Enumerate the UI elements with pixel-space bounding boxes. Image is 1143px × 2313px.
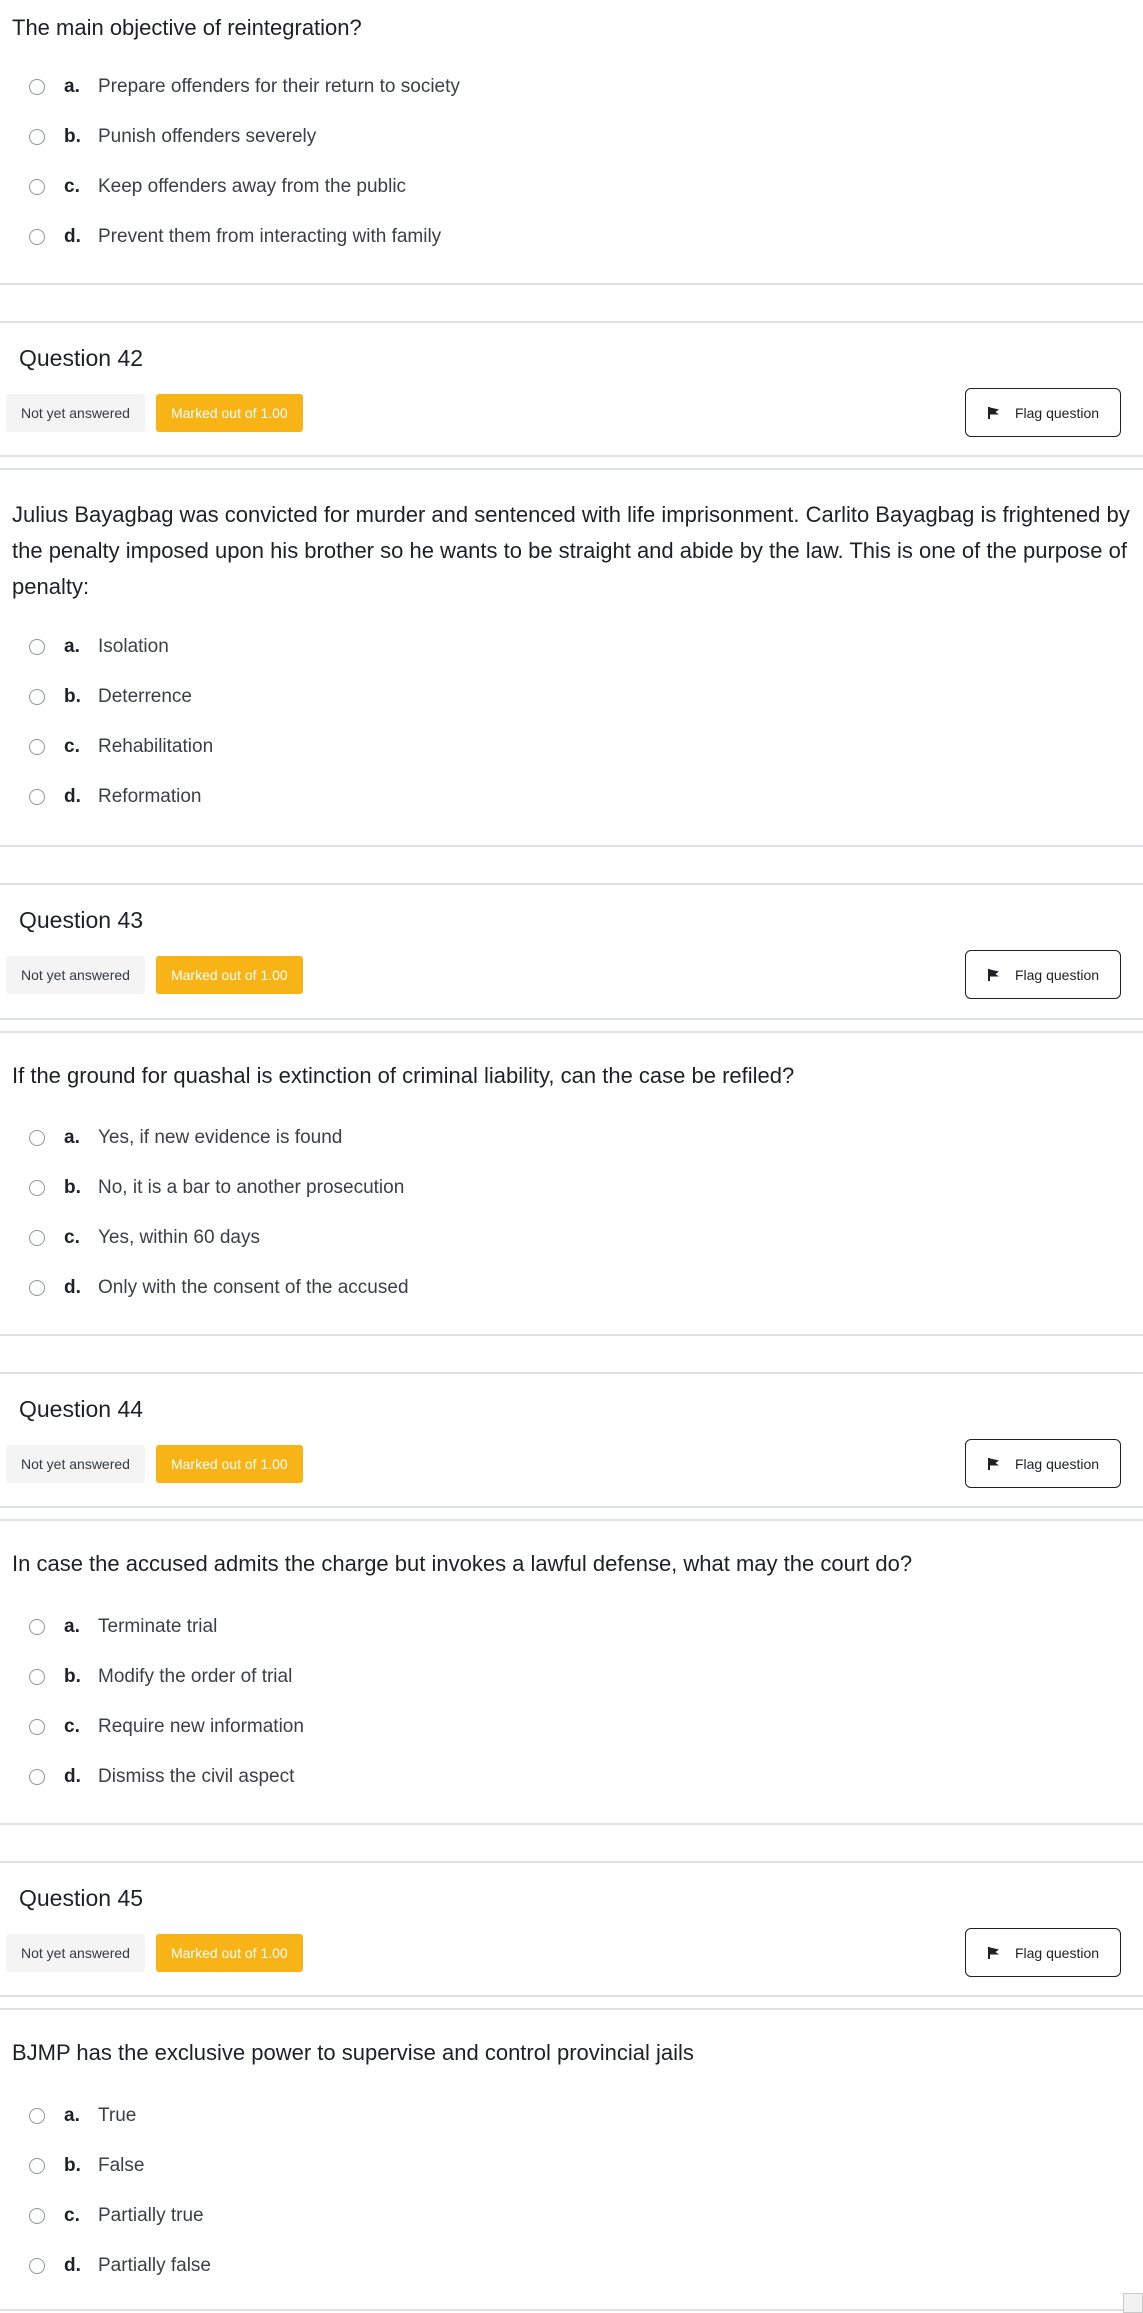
radio-button[interactable] — [29, 1280, 45, 1296]
flag-icon — [987, 968, 1001, 982]
question-text: If the ground for quashal is extinction of criminal liability, can the case be refiled? — [12, 1063, 795, 1088]
radio-button[interactable] — [29, 2108, 45, 2124]
answer-option-a[interactable]: a. Prepare offenders for their return to society — [0, 62, 1143, 112]
radio-button[interactable] — [29, 1669, 45, 1685]
radio-button[interactable] — [29, 129, 45, 145]
radio-button[interactable] — [29, 1619, 45, 1635]
answer-option-c[interactable]: c. Require new information — [0, 1702, 1143, 1752]
answer-option-c[interactable]: c. Rehabilitation — [0, 722, 1143, 772]
answer-option-a[interactable]: a. Isolation — [0, 622, 1143, 672]
radio-button[interactable] — [29, 689, 45, 705]
separator — [0, 845, 1143, 847]
answer-option-d[interactable]: d. Only with the consent of the accused — [0, 1263, 1143, 1313]
grade-badge: Marked out of 1.00 — [156, 394, 303, 432]
separator — [0, 883, 1143, 885]
radio-button[interactable] — [29, 1769, 45, 1785]
radio-button[interactable] — [29, 1230, 45, 1246]
flag-question-button[interactable]: Flag question — [965, 1439, 1121, 1488]
separator — [0, 2008, 1143, 2010]
grade-badge: Marked out of 1.00 — [156, 1934, 303, 1972]
answer-option-a[interactable]: a. Terminate trial — [0, 1602, 1143, 1652]
separator — [0, 1519, 1143, 1521]
separator — [0, 321, 1143, 323]
radio-button[interactable] — [29, 1719, 45, 1735]
flag-question-button[interactable]: Flag question — [965, 1928, 1121, 1977]
separator — [0, 468, 1143, 470]
flag-icon — [987, 1457, 1001, 1471]
broken-image-icon — [1123, 2293, 1143, 2313]
flag-question-button[interactable]: Flag question — [965, 950, 1121, 999]
answer-list — [0, 622, 1143, 822]
answer-option-d[interactable]: d. Reformation — [0, 772, 1143, 822]
answer-option-b[interactable]: b. False — [0, 2141, 1143, 2191]
radio-button[interactable] — [29, 639, 45, 655]
question-45-content — [0, 2035, 1143, 2291]
answer-list — [0, 1113, 1143, 1313]
question-42-info — [0, 345, 1143, 432]
question-44-info — [0, 1396, 1143, 1483]
question-status-row — [0, 1445, 1143, 1483]
question-text: Julius Bayagbag was convicted for murder and sentenced with life imprisonment. Carlito Bayagbag is frightened by the penalty imposed upon his brother so he wants to be straight and abide by the law. This is one of the purpose of penalty: — [12, 502, 1130, 599]
answer-option-c[interactable]: c. Keep offenders away from the public — [0, 162, 1143, 212]
answer-option-c[interactable]: c. Yes, within 60 days — [0, 1213, 1143, 1263]
answer-option-b[interactable]: b. Punish offenders severely — [0, 112, 1143, 162]
question-text: BJMP has the exclusive power to supervise and control provincial jails — [12, 2040, 694, 2065]
state-badge: Not yet answered — [6, 1445, 145, 1483]
grade-badge: Marked out of 1.00 — [156, 1445, 303, 1483]
separator — [0, 1861, 1143, 1863]
question-43-content — [0, 1058, 1143, 1313]
radio-button[interactable] — [29, 2258, 45, 2274]
question-41-content — [0, 10, 1143, 262]
flag-question-button[interactable]: Flag question — [965, 388, 1121, 437]
question-43-info — [0, 907, 1143, 994]
question-number: Question 43 — [19, 907, 144, 933]
answer-option-b[interactable]: b. Deterrence — [0, 672, 1143, 722]
question-status-row — [0, 956, 1143, 994]
question-44-content — [0, 1546, 1143, 1802]
separator — [0, 283, 1143, 285]
answer-list — [0, 2091, 1143, 2291]
radio-button[interactable] — [29, 1130, 45, 1146]
separator — [0, 1823, 1143, 1825]
state-badge: Not yet answered — [6, 956, 145, 994]
answer-option-a[interactable]: a. True — [0, 2091, 1143, 2141]
separator — [0, 1995, 1143, 1997]
answer-option-d[interactable]: d. Dismiss the civil aspect — [0, 1752, 1143, 1802]
radio-button[interactable] — [29, 2158, 45, 2174]
question-number: Question 44 — [19, 1396, 144, 1422]
question-text: The main objective of reintegration? — [12, 15, 362, 40]
flag-icon — [987, 1946, 1001, 1960]
separator — [0, 1506, 1143, 1508]
answer-option-b[interactable]: b. No, it is a bar to another prosecution — [0, 1163, 1143, 1213]
separator — [0, 1334, 1143, 1336]
question-status-row — [0, 394, 1143, 432]
radio-button[interactable] — [29, 1180, 45, 1196]
radio-button[interactable] — [29, 789, 45, 805]
answer-option-d[interactable]: d. Partially false — [0, 2241, 1143, 2291]
answer-option-b[interactable]: b. Modify the order of trial — [0, 1652, 1143, 1702]
question-status-row — [0, 1934, 1143, 1972]
answer-list — [0, 62, 1143, 262]
question-text: In case the accused admits the charge but invokes a lawful defense, what may the court do? — [12, 1551, 913, 1576]
state-badge: Not yet answered — [6, 394, 145, 432]
question-number: Question 42 — [19, 345, 144, 371]
answer-option-d[interactable]: d. Prevent them from interacting with family — [0, 212, 1143, 262]
separator — [0, 1018, 1143, 1020]
question-42-content — [0, 497, 1143, 822]
state-badge: Not yet answered — [6, 1934, 145, 1972]
grade-badge: Marked out of 1.00 — [156, 956, 303, 994]
radio-button[interactable] — [29, 229, 45, 245]
radio-button[interactable] — [29, 179, 45, 195]
answer-option-c[interactable]: c. Partially true — [0, 2191, 1143, 2241]
radio-button[interactable] — [29, 79, 45, 95]
separator — [0, 2309, 1143, 2311]
flag-icon — [987, 406, 1001, 420]
answer-list — [0, 1602, 1143, 1802]
separator — [0, 1031, 1143, 1033]
radio-button[interactable] — [29, 739, 45, 755]
radio-button[interactable] — [29, 2208, 45, 2224]
answer-option-a[interactable]: a. Yes, if new evidence is found — [0, 1113, 1143, 1163]
separator — [0, 1372, 1143, 1374]
question-number: Question 45 — [19, 1885, 144, 1911]
question-45-info — [0, 1885, 1143, 1972]
separator — [0, 455, 1143, 457]
